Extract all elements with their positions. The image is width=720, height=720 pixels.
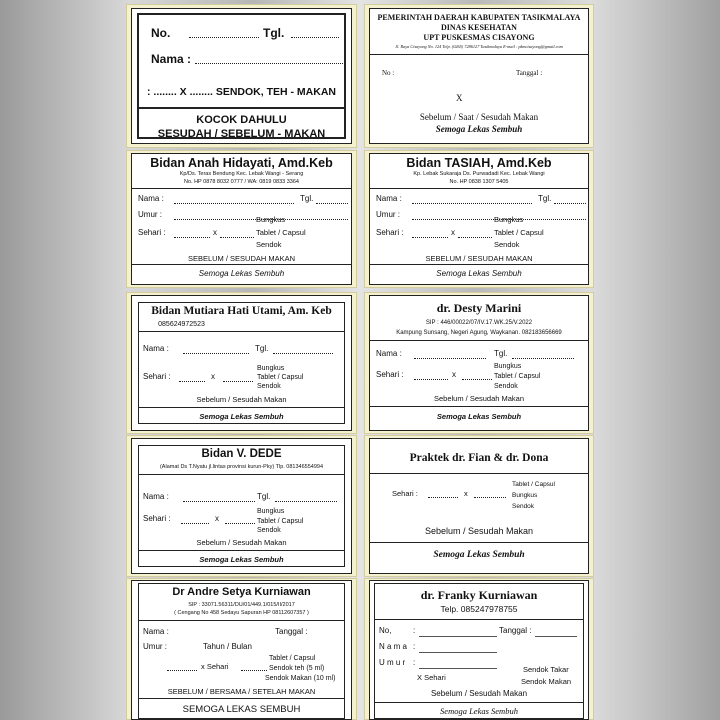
nama-label: N a m a [379, 642, 408, 651]
address-line: Jl. Raya Cisayong No. 124 Telp. (0265) 7286127 Tasikmalaya E-mail : pkmcisayong@gmail.com [395, 44, 563, 49]
nama-label: Nama : [143, 627, 169, 636]
tahun-label: Tahun / Bulan [203, 642, 252, 651]
sehari-label: Sehari : [376, 228, 404, 237]
address-1: Kp/Ds. Teras Bendung Kec. Lebak Wangi - Serang [179, 171, 304, 177]
nama-label: Nama : [376, 349, 402, 358]
sehari-label: Sehari : [143, 372, 171, 381]
sehari-label: Sehari : [376, 370, 404, 379]
kocok-text: KOCOK DAHULU [196, 114, 287, 126]
bungkus-label: Bungkus [256, 215, 286, 224]
label-bidan-mutiara [131, 295, 352, 431]
tgl-label: Tgl. [257, 492, 271, 501]
nama-label: Nama : [151, 52, 192, 66]
nama-label: Nama : [138, 194, 164, 203]
bidan-name: Bidan Mutiara Hati Utami, Am. Keb [151, 305, 332, 317]
x-mark: x [464, 489, 468, 498]
x-mark: X [456, 93, 463, 103]
sebelum-text: Sebelum / Sesudah Makan [196, 538, 287, 547]
tgl-label: Tgl. [263, 26, 285, 40]
sehari-label: Sehari : [143, 514, 171, 523]
sesudah-text: SESUDAH / SEBELUM - MAKAN [157, 128, 326, 140]
umur-label: U m u r [379, 658, 406, 667]
semoga-text: Semoga Lekas Sembuh [440, 706, 518, 716]
sendok-makan-label: Sendok Makan (10 ml) [265, 675, 336, 682]
label-bidan-tasiah [369, 153, 589, 285]
sehari-label: Sehari : [392, 489, 418, 498]
no-label: No, [379, 626, 392, 635]
x-mark: x [452, 370, 456, 379]
bungkus-label: Bungkus [494, 215, 524, 224]
nama-dots [195, 63, 343, 64]
praktek-name: Praktek dr. Fian & dr. Dona [409, 452, 549, 464]
sebelum-text: Sebelum / Sesudah Makan [430, 689, 528, 698]
tgl-label: Tgl. [538, 194, 552, 203]
umur-colon: : [413, 658, 416, 667]
label-praktek-fian-dona [369, 438, 589, 574]
sebelum-text: Sebelum / Sesudah Makan [424, 526, 534, 536]
address-1: Kp. Lebak Sukaraja Ds. Purwadadi Kec. Lebak Wangi [413, 171, 545, 177]
dokter-name: Dr Andre Setya Kurniawan [172, 586, 311, 598]
sebelum-text: Sebelum / Sesudah Makan [433, 394, 525, 403]
no-label: No : [382, 69, 395, 77]
bungkus-label: Bungkus [494, 363, 522, 370]
tablet-label: Tablet / Capsul [512, 481, 555, 488]
sebelum-text: SEBELUM / BERSAMA / SETELAH MAKAN [167, 687, 316, 696]
semoga-text: Semoga Lekas Sembuh [199, 412, 284, 421]
semoga-text: Semoga Lekas Sembuh [435, 124, 523, 134]
tablet-label: Tablet / Capsul [257, 374, 304, 381]
sebelum-text: SEBELUM / SESUDAH MAKAN [187, 254, 296, 263]
semoga-text: Semoga Lekas Sembuh [433, 550, 525, 560]
upt-line: UPT PUSKESMAS CISAYONG [423, 33, 535, 42]
umur-label: Umur : [143, 642, 167, 651]
label-dr-franky [369, 580, 589, 720]
dose-line: : ........ X ........ SENDOK, TEH - MAKAN [147, 86, 337, 98]
address: (Alamat Ds T.Nyatu jl.lintas provinsi kurun-Pky) Tlp. 081346554994 [159, 464, 324, 470]
sendok-makan-label: Sendok Makan [521, 677, 572, 686]
umur-label: Umur : [376, 210, 400, 219]
x-mark: x [451, 228, 455, 237]
sehari-label: Sehari : [138, 228, 166, 237]
tanggal-label: Tanggal : [499, 626, 532, 635]
x-mark: x [211, 372, 215, 381]
label-dr-andre [131, 580, 352, 720]
sendok-label: Sendok [257, 527, 281, 534]
tanggal-label: Tanggal : [516, 69, 543, 77]
sendok-takar-label: Sendok Takar [523, 665, 569, 674]
bungkus-label: Bungkus [257, 365, 285, 372]
label-kocok-dahulu [131, 8, 352, 144]
tanggal-label: Tanggal : [275, 627, 308, 636]
dinkes-line: DINAS KESEHATAN [441, 23, 517, 32]
sendok-label: Sendok [512, 503, 535, 510]
sendok-teh-label: Sendok teh (5 ml) [269, 665, 325, 672]
semoga-text: Semoga Lekas Sembuh [436, 269, 522, 278]
dokter-name: dr. Franky Kurniawan [420, 588, 538, 602]
pemda-line: PEMERINTAH DAERAH KABUPATEN TASIKMALAYA [377, 13, 581, 22]
sendok-label: Sendok [257, 383, 281, 390]
x-mark: x [215, 514, 219, 523]
nama-label: Nama : [376, 194, 402, 203]
label-bidan-anah [131, 153, 352, 285]
nama-label: Nama : [143, 344, 169, 353]
bungkus-label: Bungkus [512, 492, 538, 499]
tablet-label: Tablet / Capsul [256, 228, 306, 237]
sebelum-text: Sebelum / Saat / Sesudah Makan [419, 112, 539, 122]
no-colon: : [413, 626, 416, 635]
bidan-name: Bidan Anah Hidayati, Amd.Keb [150, 156, 333, 170]
x-sehari-label: x Sehari [201, 662, 229, 671]
tablet-label: Tablet / Capsul [494, 228, 544, 237]
sip: SIP : 446/00022/07/IV.17.WK.25/V.2022 [425, 320, 533, 326]
tgl-dots [291, 37, 339, 38]
umur-label: Umur : [138, 210, 162, 219]
semoga-text: SEMOGA LEKAS SEMBUH [182, 704, 301, 715]
sebelum-text: SEBELUM / SESUDAH MAKAN [425, 254, 533, 263]
phone: 085624972523 [158, 321, 205, 328]
no-dots [189, 37, 259, 38]
sendok-label: Sendok [256, 240, 282, 249]
no-label: No. [151, 26, 171, 40]
bungkus-label: Bungkus [257, 508, 285, 515]
sip: SIP : 33071.56311/DU/01/449.1/015/II/2017 [188, 602, 295, 608]
tablet-label: Tablet / Capsul [494, 373, 541, 380]
telp: Telp. 085247978755 [440, 604, 518, 614]
semoga-text: Semoga Lekas Sembuh [199, 555, 284, 564]
sendok-label: Sendok [494, 383, 518, 390]
tablet-label: Tablet / Capsul [257, 518, 304, 525]
semoga-text: Semoga Lekas Sembuh [198, 269, 285, 278]
address: Kampung Sunsang, Negeri Agung, Waykanan. 082183656669 [396, 330, 562, 336]
address: ( Cengang No 458 Sedayu Sapuran HP 08112607357 ) [174, 610, 309, 616]
tgl-label: Tgl. [494, 349, 508, 358]
x-sehari-label: X Sehari [417, 673, 446, 682]
tgl-label: Tgl. [255, 344, 269, 353]
label-bidan-dede [131, 438, 352, 574]
x-mark: x [213, 228, 217, 237]
tgl-label: Tgl. [300, 194, 314, 203]
sebelum-text: Sebelum / Sesudah Makan [196, 395, 287, 404]
sendok-label: Sendok [494, 240, 520, 249]
tablet-label: Tablet / Capsul [269, 655, 316, 662]
label-dr-desty [369, 295, 589, 431]
bidan-name: Bidan V. DEDE [201, 448, 282, 460]
address-2: No. HP 0878 8032 0777 / WA: 0819 0833 3364 [184, 179, 299, 185]
bidan-name: Bidan TASIAH, Amd.Keb [406, 156, 552, 170]
nama-label: Nama : [143, 492, 169, 501]
label-puskesmas-cisayong [369, 8, 589, 144]
address-2: No. HP 0838 1307 5405 [449, 179, 509, 185]
dokter-name: dr. Desty Marini [436, 301, 522, 315]
semoga-text: Semoga Lekas Sembuh [436, 412, 522, 421]
nama-colon: : [413, 642, 416, 651]
